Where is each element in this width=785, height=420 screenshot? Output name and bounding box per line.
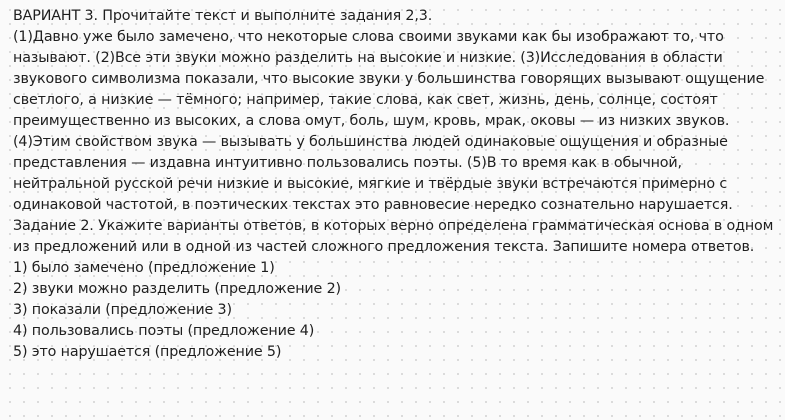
answer-option-2: 2) звуки можно разделить (предложение 2) (13, 281, 341, 297)
answer-options (13, 258, 779, 363)
answer-option-3: 3) показали (предложение 3) (13, 302, 232, 318)
answer-option-5: 5) это нарушается (предложение 5) (13, 344, 282, 360)
reading-text: (1)Давно уже было замечено, что некоторые слова своими звуками как бы изображают то, что называют. (2)Все эти звуки можно разделить на высокие и низкие. (3)Исследования в области звукового символизма показали, что высокие звуки у большинства говорящих вызывают ощущение светлого, а низкие — тёмного; например, такие слова, как свет, жизнь, день, солнце, состоят преимущественно из высоких, а слова омут, боль, шум, кровь, мрак, оковы — из низких звуков. (4)Этим свойством звука — вызывать у большинства людей одинаковые ощущения и образные представления — издавна интуитивно пользовались поэты. (5)В то время как в обычной, нейтральной русской речи низкие и высокие, мягкие и твёрдые звуки встречаются примерно с одинаковой частотой, в поэтических текстах это равновесие нередко сознательно нарушается. (13, 29, 765, 213)
variant-title: ВАРИАНТ 3. Прочитайте текст и выполните задания 2,3. (13, 8, 433, 24)
document-body (13, 6, 779, 363)
answer-option-1: 1) было замечено (предложение 1) (13, 260, 275, 276)
answer-option-4: 4) пользовались поэты (предложение 4) (13, 323, 315, 339)
task-2-instructions: Задание 2. Укажите варианты ответов, в которых верно определена грамматическая основа в одном из предложений или в одной из частей сложного предложения текста. Запишите номера ответов. (13, 218, 774, 255)
